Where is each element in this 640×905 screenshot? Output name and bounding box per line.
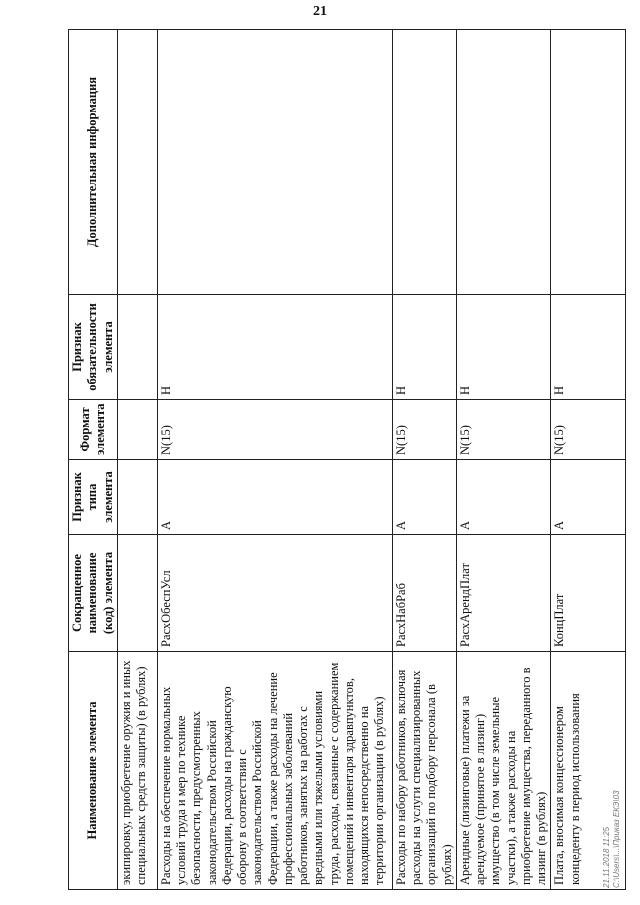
cell-info: [157, 30, 392, 295]
table-row: [157, 30, 392, 890]
cell-required: Н: [392, 295, 456, 400]
cell-info: [392, 30, 456, 295]
cell-required: Н: [456, 295, 551, 400]
header-info: Дополнительная информация: [69, 30, 118, 295]
cell-format: N(15): [157, 400, 392, 460]
header-name: Наименование элемента: [69, 652, 118, 890]
elements-table: [68, 29, 626, 890]
table-row: [456, 30, 551, 890]
cell-name: Расходы на обеспечение нормальных условий труда и мер по технике безопасности, предусмотренных законодательством Российской Федерации, расходы на гражданскую оборону в соответствии с законодательством Российской Федерации, а также расходы на лечение профессиональных заболеваний работников, занятых на работах с вредными или тяжелыми условиями труда, расходы, связанные с содержанием помещений и инвентаря здравпунктов, находящихся непосредственно на территории организации (в рублях): [157, 652, 392, 890]
header-required: Признак обязательности элемента: [69, 295, 118, 400]
cell-format: N(15): [456, 400, 551, 460]
header-type: Признак типа элемента: [69, 460, 118, 535]
table-header-row: [69, 30, 118, 890]
cell-info: [551, 30, 626, 295]
header-format: Формат элемента: [69, 400, 118, 460]
table-row: [551, 30, 626, 890]
page-number: 21: [313, 4, 327, 19]
cell-format: N(15): [392, 400, 456, 460]
cell-format: N(15): [551, 400, 626, 460]
table-row: [392, 30, 456, 890]
cell-required: Н: [157, 295, 392, 400]
cell-name: Плата, вносимая концессионером концеденту в период использования: [551, 652, 626, 890]
cell-type: А: [456, 460, 551, 535]
cell-format: [117, 400, 157, 460]
cell-type: А: [551, 460, 626, 535]
cell-code: РасхОбеспУсл: [157, 535, 392, 652]
cell-code: [117, 535, 157, 652]
cell-required: [117, 295, 157, 400]
cell-info: [117, 30, 157, 295]
cell-required: Н: [551, 295, 626, 400]
header-code: Сокращенное наименование (код) элемента: [69, 535, 118, 652]
cell-type: [117, 460, 157, 535]
cell-type: А: [157, 460, 392, 535]
cell-name: Арендные (лизинговые) платежи за арендуемое (принятое в лизинг) имущество (в том числе земельные участки), а также расходы на приобретение имущества, переданного в лизинг (в рублях): [456, 652, 551, 890]
cell-info: [456, 30, 551, 295]
stamp-path: С:\Users\...\Приказ ЕКЭ\03: [612, 790, 621, 888]
cell-name: экипировку, приобретение оружия и иных специальных средств защиты) (в рублях): [117, 652, 157, 890]
rotated-sheet: [68, 30, 602, 890]
cell-name: Расходы по набору работников, включая расходы на услуги специализированных организаций по подбору персонала (в рублях): [392, 652, 456, 890]
stamp-datetime: 21.11.2018 11:25: [602, 826, 611, 888]
cell-code: КонцПлат: [551, 535, 626, 652]
cell-code: РасхАрендПлат: [456, 535, 551, 652]
table-row: [117, 30, 157, 890]
cell-type: А: [392, 460, 456, 535]
cell-code: РасхНабРаб: [392, 535, 456, 652]
